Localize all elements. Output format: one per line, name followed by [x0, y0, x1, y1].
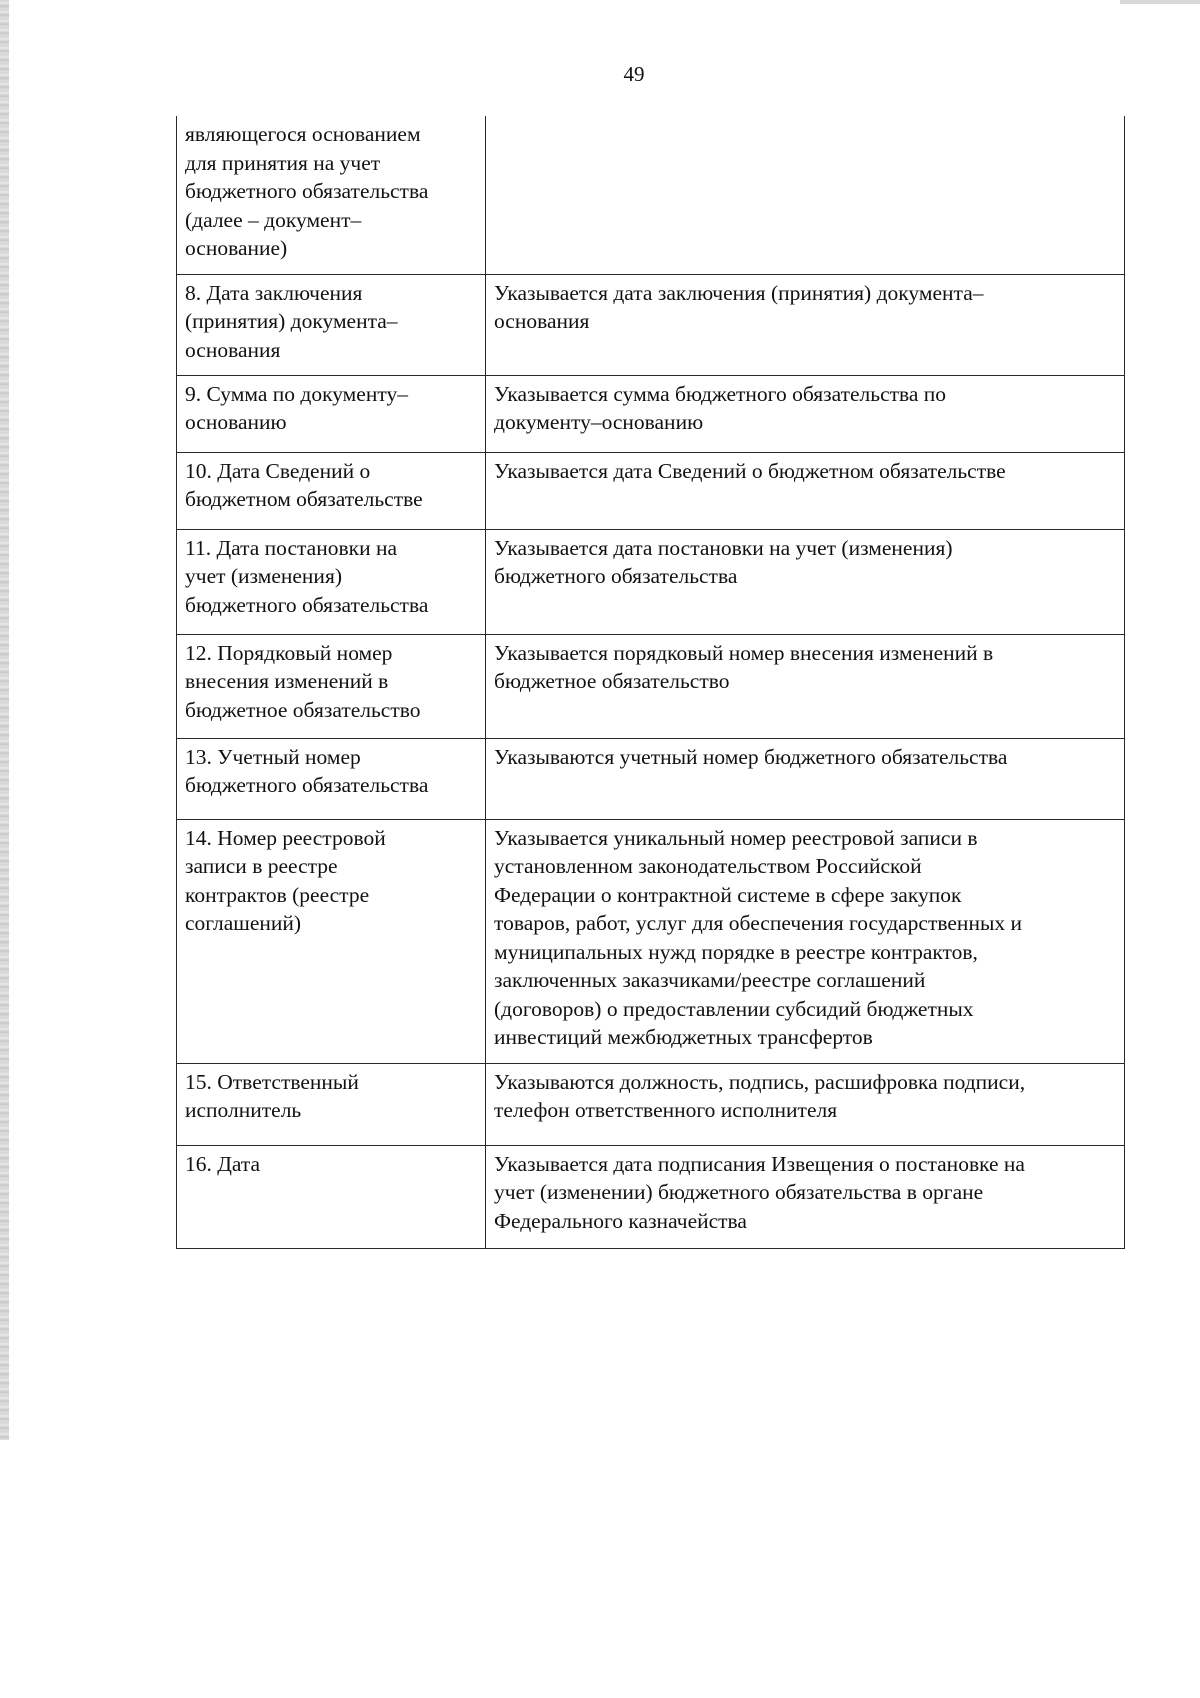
table-row [177, 529, 1125, 634]
field-name-cell: 9. Сумма по документу– основанию [177, 375, 486, 452]
field-name-cell: 8. Дата заключения (принятия) документа– основания [177, 274, 486, 375]
field-name-cell: 14. Номер реестровой записи в реестре контрактов (реестре соглашений) [177, 819, 486, 1063]
field-name-cell: 11. Дата постановки на учет (изменения) бюджетного обязательства [177, 529, 486, 634]
page-number-container [68, 62, 1200, 87]
field-name-cell: 16. Дата [177, 1145, 486, 1248]
field-description-cell: Указывается сумма бюджетного обязательства по документу–основанию [486, 375, 1125, 452]
field-description-cell: Указывается уникальный номер реестровой записи в установленном законодательством Российской Федерации о контрактной системе в сфере закупок товаров, работ, услуг для обеспечения государственных и муниципальных нужд порядке в реестре контрактов, заключенных заказчиками/реестре соглашений (договоров) о предоставлении субсидий бюджетных инвестиций межбюджетных трансфертов [486, 819, 1125, 1063]
field-description-cell [486, 116, 1125, 274]
field-description-cell: Указывается дата заключения (принятия) документа– основания [486, 274, 1125, 375]
table-row [177, 116, 1125, 274]
field-name-cell: 13. Учетный номер бюджетного обязательства [177, 738, 486, 819]
field-description-cell: Указывается порядковый номер внесения изменений в бюджетное обязательство [486, 634, 1125, 738]
field-name-cell: являющегося основанием для принятия на учет бюджетного обязательства (далее – документ– основание) [177, 116, 486, 274]
field-description-cell: Указываются должность, подпись, расшифровка подписи, телефон ответственного исполнителя [486, 1063, 1125, 1145]
table-row [177, 819, 1125, 1063]
field-description-table [176, 116, 1125, 1249]
scan-edge-right [1120, 0, 1200, 4]
field-description-cell: Указывается дата подписания Извещения о постановке на учет (изменении) бюджетного обязательства в органе Федерального казначейства [486, 1145, 1125, 1248]
page-number: 49 [623, 62, 645, 86]
field-name-cell: 15. Ответственный исполнитель [177, 1063, 486, 1145]
table-row [177, 634, 1125, 738]
scan-edge-left [0, 0, 9, 1440]
table-row [177, 1063, 1125, 1145]
field-description-cell: Указывается дата постановки на учет (изменения) бюджетного обязательства [486, 529, 1125, 634]
field-name-cell: 12. Порядковый номер внесения изменений в бюджетное обязательство [177, 634, 486, 738]
field-description-cell: Указываются учетный номер бюджетного обязательства [486, 738, 1125, 819]
table-row [177, 274, 1125, 375]
field-description-cell: Указывается дата Сведений о бюджетном обязательстве [486, 452, 1125, 529]
table-row [177, 1145, 1125, 1248]
table-row [177, 452, 1125, 529]
field-name-cell: 10. Дата Сведений о бюджетном обязательстве [177, 452, 486, 529]
table-row [177, 738, 1125, 819]
table-row [177, 375, 1125, 452]
